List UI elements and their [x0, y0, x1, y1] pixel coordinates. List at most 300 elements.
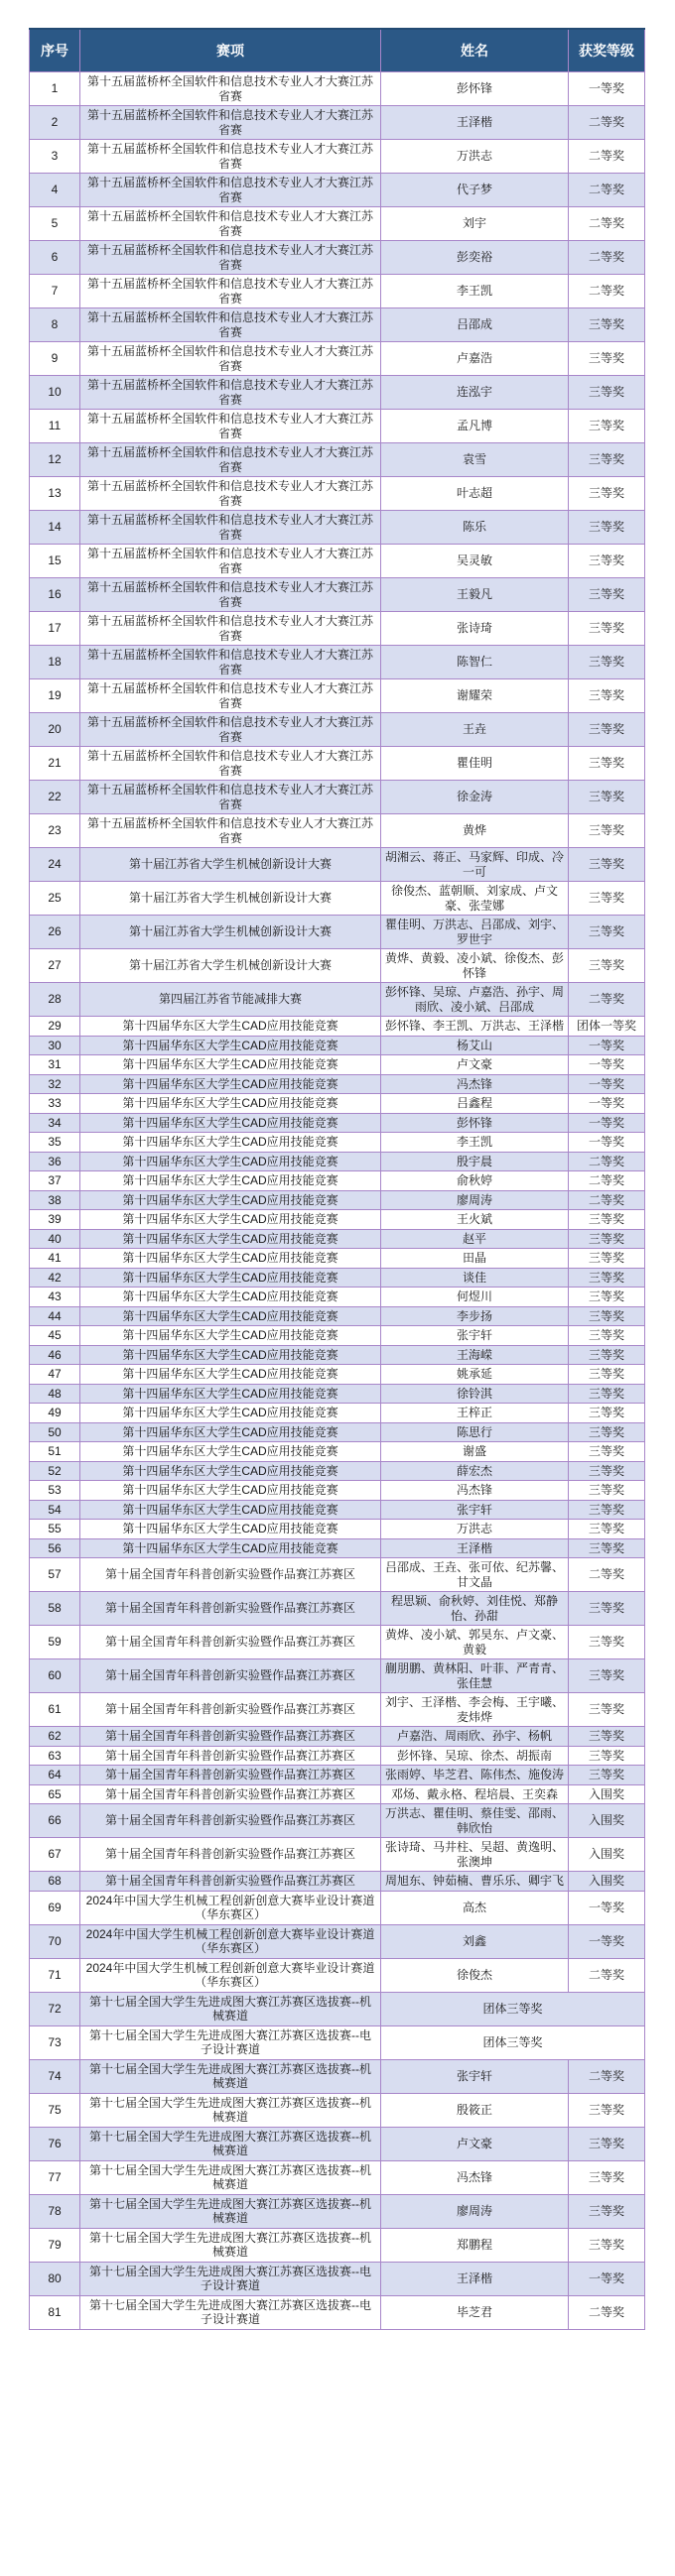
- names-cell: 徐金涛: [381, 781, 569, 814]
- seq-cell: 67: [30, 1838, 80, 1872]
- event-cell: 第十五届蓝桥杯全国软件和信息技术专业人才大赛江苏省赛: [80, 747, 381, 781]
- event-cell: 第十届全国青年科普创新实验暨作品赛江苏赛区: [80, 1626, 381, 1659]
- event-cell: 第十五届蓝桥杯全国软件和信息技术专业人才大赛江苏省赛: [80, 308, 381, 342]
- award-cell: 三等奖: [569, 1500, 645, 1520]
- seq-cell: 4: [30, 174, 80, 207]
- seq-cell: 52: [30, 1461, 80, 1481]
- table-row: [30, 848, 645, 882]
- table-row: [30, 1288, 645, 1307]
- table-row: [30, 275, 645, 308]
- names-cell: 张宇轩: [381, 1326, 569, 1346]
- names-cell: 王泽楷: [381, 1538, 569, 1558]
- award-cell: 三等奖: [569, 747, 645, 781]
- event-cell: 第十届全国青年科普创新实验暨作品赛江苏赛区: [80, 1558, 381, 1592]
- event-cell: 第十七届全国大学生先进成图大赛江苏赛区选拔赛--机械赛道: [80, 2194, 381, 2228]
- event-cell: 第十五届蓝桥杯全国软件和信息技术专业人才大赛江苏省赛: [80, 511, 381, 545]
- names-cell: 李王凯: [381, 1133, 569, 1153]
- event-cell: 第十五届蓝桥杯全国软件和信息技术专业人才大赛江苏省赛: [80, 443, 381, 477]
- event-cell: 第十五届蓝桥杯全国软件和信息技术专业人才大赛江苏省赛: [80, 275, 381, 308]
- seq-cell: 78: [30, 2194, 80, 2228]
- event-cell: 第十届全国青年科普创新实验暨作品赛江苏赛区: [80, 1872, 381, 1892]
- table-row: [30, 1558, 645, 1592]
- event-cell: 第十四届华东区大学生CAD应用技能竞赛: [80, 1422, 381, 1442]
- table-row: [30, 1766, 645, 1785]
- event-cell: 第十四届华东区大学生CAD应用技能竞赛: [80, 1055, 381, 1075]
- names-cell: 王泽楷: [381, 2262, 569, 2295]
- table-row: [30, 2262, 645, 2295]
- award-cell: 三等奖: [569, 376, 645, 410]
- seq-cell: 53: [30, 1481, 80, 1501]
- seq-cell: 38: [30, 1190, 80, 1210]
- table-row: [30, 1746, 645, 1766]
- award-cell: 一等奖: [569, 1133, 645, 1153]
- event-cell: 第十届江苏省大学生机械创新设计大赛: [80, 848, 381, 882]
- table-row: [30, 545, 645, 578]
- table-row: [30, 1190, 645, 1210]
- event-cell: 2024年中国大学生机械工程创新创意大赛毕业设计赛道（华东赛区）: [80, 1924, 381, 1958]
- table-row: [30, 477, 645, 511]
- table-row: [30, 949, 645, 983]
- names-cell: 万洪志: [381, 1520, 569, 1539]
- seq-cell: 20: [30, 713, 80, 747]
- table-row: [30, 1152, 645, 1171]
- seq-cell: 58: [30, 1592, 80, 1626]
- event-cell: 第十五届蓝桥杯全国软件和信息技术专业人才大赛江苏省赛: [80, 207, 381, 241]
- names-cell: 廖周涛: [381, 1190, 569, 1210]
- names-cell: 殷宇晨: [381, 1152, 569, 1171]
- award-cell: 三等奖: [569, 1659, 645, 1693]
- seq-cell: 30: [30, 1036, 80, 1055]
- award-cell: 三等奖: [569, 545, 645, 578]
- seq-cell: 54: [30, 1500, 80, 1520]
- award-cell: 三等奖: [569, 1249, 645, 1269]
- seq-cell: 51: [30, 1442, 80, 1462]
- award-cell: 三等奖: [569, 1404, 645, 1423]
- award-cell: 三等奖: [569, 848, 645, 882]
- award-cell: 一等奖: [569, 1113, 645, 1133]
- award-cell: 入围奖: [569, 1784, 645, 1804]
- event-cell: 第十四届华东区大学生CAD应用技能竞赛: [80, 1036, 381, 1055]
- event-cell: 第十七届全国大学生先进成图大赛江苏赛区选拔赛--机械赛道: [80, 2093, 381, 2127]
- table-body: [30, 72, 645, 2330]
- names-cell: 胡湘云、蒋正、马家辉、印成、冷一可: [381, 848, 569, 882]
- award-cell: 一等奖: [569, 72, 645, 106]
- table-row: [30, 2160, 645, 2194]
- table-row: [30, 1229, 645, 1249]
- event-cell: 第十五届蓝桥杯全国软件和信息技术专业人才大赛江苏省赛: [80, 410, 381, 443]
- names-cell: 彭奕裕: [381, 241, 569, 275]
- names-cell: 连泓宇: [381, 376, 569, 410]
- award-cell: 三等奖: [569, 2127, 645, 2160]
- event-cell: 第十四届华东区大学生CAD应用技能竞赛: [80, 1249, 381, 1269]
- names-cell: 王垚: [381, 713, 569, 747]
- award-cell: 二等奖: [569, 1190, 645, 1210]
- award-cell: 一等奖: [569, 2262, 645, 2295]
- event-cell: 第十五届蓝桥杯全国软件和信息技术专业人才大赛江苏省赛: [80, 241, 381, 275]
- names-cell: 王毅凡: [381, 578, 569, 612]
- award-cell: 三等奖: [569, 781, 645, 814]
- event-cell: 第十四届华东区大学生CAD应用技能竞赛: [80, 1268, 381, 1288]
- seq-cell: 62: [30, 1727, 80, 1747]
- event-cell: 第十届全国青年科普创新实验暨作品赛江苏赛区: [80, 1838, 381, 1872]
- table-row: [30, 174, 645, 207]
- seq-cell: 72: [30, 1992, 80, 2025]
- event-cell: 第十四届华东区大学生CAD应用技能竞赛: [80, 1190, 381, 1210]
- table-row: [30, 814, 645, 848]
- table-row: [30, 1094, 645, 1114]
- names-cell: 郑鹏程: [381, 2228, 569, 2262]
- table-row: [30, 1520, 645, 1539]
- table-row: [30, 2228, 645, 2262]
- event-cell: 第十五届蓝桥杯全国软件和信息技术专业人才大赛江苏省赛: [80, 679, 381, 713]
- event-cell: 第十四届华东区大学生CAD应用技能竞赛: [80, 1365, 381, 1385]
- event-cell: 第十四届华东区大学生CAD应用技能竞赛: [80, 1520, 381, 1539]
- seq-cell: 49: [30, 1404, 80, 1423]
- names-cell: 李步扬: [381, 1306, 569, 1326]
- seq-cell: 39: [30, 1210, 80, 1230]
- table-row: [30, 2025, 645, 2059]
- event-cell: 第十届全国青年科普创新实验暨作品赛江苏赛区: [80, 1592, 381, 1626]
- table-row: [30, 1268, 645, 1288]
- award-cell: 三等奖: [569, 1384, 645, 1404]
- seq-cell: 22: [30, 781, 80, 814]
- event-cell: 第十七届全国大学生先进成图大赛江苏赛区选拔赛--电子设计赛道: [80, 2295, 381, 2329]
- names-cell: 吕鑫程: [381, 1094, 569, 1114]
- event-cell: 第十五届蓝桥杯全国软件和信息技术专业人才大赛江苏省赛: [80, 376, 381, 410]
- column-header-name: 姓名: [381, 29, 569, 72]
- seq-cell: 61: [30, 1693, 80, 1727]
- awards-table: [29, 28, 645, 2330]
- column-header-seq: 序号: [30, 29, 80, 72]
- seq-cell: 34: [30, 1113, 80, 1133]
- seq-cell: 29: [30, 1017, 80, 1037]
- event-cell: 第四届江苏省节能减排大赛: [80, 983, 381, 1017]
- event-cell: 第十四届华东区大学生CAD应用技能竞赛: [80, 1094, 381, 1114]
- names-cell: 何煜川: [381, 1288, 569, 1307]
- names-cell: 殷筱正: [381, 2093, 569, 2127]
- table-row: [30, 1924, 645, 1958]
- names-cell: 叶志超: [381, 477, 569, 511]
- event-cell: 第十四届华东区大学生CAD应用技能竞赛: [80, 1017, 381, 1037]
- event-cell: 2024年中国大学生机械工程创新创意大赛毕业设计赛道（华东赛区）: [80, 1958, 381, 1992]
- names-cell: 彭怀锋、李王凯、万洪志、王泽楷: [381, 1017, 569, 1037]
- event-cell: 第十届全国青年科普创新实验暨作品赛江苏赛区: [80, 1766, 381, 1785]
- seq-cell: 5: [30, 207, 80, 241]
- award-cell: 三等奖: [569, 1592, 645, 1626]
- table-row: [30, 1442, 645, 1462]
- table-row: [30, 679, 645, 713]
- event-cell: 第十届江苏省大学生机械创新设计大赛: [80, 949, 381, 983]
- table-row: [30, 241, 645, 275]
- table-row: [30, 2295, 645, 2329]
- table-row: [30, 1461, 645, 1481]
- event-cell: 第十届江苏省大学生机械创新设计大赛: [80, 916, 381, 949]
- award-cell: 三等奖: [569, 1538, 645, 1558]
- names-cell: 刘鑫: [381, 1924, 569, 1958]
- event-cell: 第十五届蓝桥杯全国软件和信息技术专业人才大赛江苏省赛: [80, 612, 381, 646]
- table-row: [30, 646, 645, 679]
- award-cell: 三等奖: [569, 2194, 645, 2228]
- seq-cell: 40: [30, 1229, 80, 1249]
- names-cell: 张诗琦: [381, 612, 569, 646]
- names-cell: 吕邵成、王垚、张可依、纪苏馨、甘文晶: [381, 1558, 569, 1592]
- award-cell: 三等奖: [569, 949, 645, 983]
- award-cell: 一等奖: [569, 1924, 645, 1958]
- table-row: [30, 1626, 645, 1659]
- award-cell: 二等奖: [569, 1558, 645, 1592]
- award-cell: 三等奖: [569, 1345, 645, 1365]
- names-cell: 张雨婷、毕芝君、陈伟杰、施俊涛: [381, 1766, 569, 1785]
- seq-cell: 31: [30, 1055, 80, 1075]
- event-cell: 第十届全国青年科普创新实验暨作品赛江苏赛区: [80, 1693, 381, 1727]
- table-row: [30, 1422, 645, 1442]
- names-cell: 张宇轩: [381, 2059, 569, 2093]
- seq-cell: 64: [30, 1766, 80, 1785]
- event-cell: 第十四届华东区大学生CAD应用技能竞赛: [80, 1113, 381, 1133]
- award-cell: 三等奖: [569, 410, 645, 443]
- table-row: [30, 2059, 645, 2093]
- event-cell: 第十届全国青年科普创新实验暨作品赛江苏赛区: [80, 1727, 381, 1747]
- names-cell: 冯杰锋: [381, 1481, 569, 1501]
- names-cell: 彭怀锋、吴琼、徐杰、胡振南: [381, 1746, 569, 1766]
- seq-cell: 33: [30, 1094, 80, 1114]
- event-cell: 第十四届华东区大学生CAD应用技能竞赛: [80, 1210, 381, 1230]
- event-cell: 第十五届蓝桥杯全国软件和信息技术专业人才大赛江苏省赛: [80, 140, 381, 174]
- award-cell: 三等奖: [569, 1422, 645, 1442]
- seq-cell: 69: [30, 1891, 80, 1924]
- seq-cell: 41: [30, 1249, 80, 1269]
- award-cell: 三等奖: [569, 578, 645, 612]
- table-row: [30, 2194, 645, 2228]
- table-row: [30, 1055, 645, 1075]
- table-row: [30, 2093, 645, 2127]
- seq-cell: 73: [30, 2025, 80, 2059]
- names-cell: 王火斌: [381, 1210, 569, 1230]
- event-cell: 第十四届华东区大学生CAD应用技能竞赛: [80, 1461, 381, 1481]
- award-cell: 一等奖: [569, 1036, 645, 1055]
- names-cell: 谈佳: [381, 1268, 569, 1288]
- seq-cell: 59: [30, 1626, 80, 1659]
- table-row: [30, 1872, 645, 1892]
- seq-cell: 8: [30, 308, 80, 342]
- names-cell: 黄烨: [381, 814, 569, 848]
- award-cell: 三等奖: [569, 882, 645, 916]
- table-row: [30, 342, 645, 376]
- award-cell: 三等奖: [569, 2160, 645, 2194]
- seq-cell: 3: [30, 140, 80, 174]
- names-cell: 彭怀锋: [381, 1113, 569, 1133]
- seq-cell: 66: [30, 1804, 80, 1838]
- names-cell: 张宇轩: [381, 1500, 569, 1520]
- names-cell: 代子梦: [381, 174, 569, 207]
- award-cell: 二等奖: [569, 174, 645, 207]
- table-row: [30, 106, 645, 140]
- table-row: [30, 1017, 645, 1037]
- award-cell: 三等奖: [569, 443, 645, 477]
- table-row: [30, 1838, 645, 1872]
- merged-result-cell: 团体三等奖: [381, 1992, 645, 2025]
- seq-cell: 80: [30, 2262, 80, 2295]
- award-cell: 二等奖: [569, 1958, 645, 1992]
- table-row: [30, 1891, 645, 1924]
- seq-cell: 77: [30, 2160, 80, 2194]
- award-cell: 二等奖: [569, 2059, 645, 2093]
- table-row: [30, 612, 645, 646]
- seq-cell: 60: [30, 1659, 80, 1693]
- event-cell: 第十五届蓝桥杯全国软件和信息技术专业人才大赛江苏省赛: [80, 578, 381, 612]
- table-row: [30, 1384, 645, 1404]
- table-row: [30, 1345, 645, 1365]
- names-cell: 李王凯: [381, 275, 569, 308]
- table-row: [30, 1500, 645, 1520]
- table-row: [30, 1133, 645, 1153]
- names-cell: 瞿佳明、万洪志、吕邵成、刘宇、罗世宇: [381, 916, 569, 949]
- seq-cell: 75: [30, 2093, 80, 2127]
- table-row: [30, 1958, 645, 1992]
- event-cell: 第十届全国青年科普创新实验暨作品赛江苏赛区: [80, 1746, 381, 1766]
- column-header-event: 赛项: [80, 29, 381, 72]
- names-cell: 王泽楷: [381, 106, 569, 140]
- names-cell: 王海嵘: [381, 1345, 569, 1365]
- seq-cell: 19: [30, 679, 80, 713]
- event-cell: 第十四届华东区大学生CAD应用技能竞赛: [80, 1481, 381, 1501]
- table-row: [30, 207, 645, 241]
- event-cell: 第十五届蓝桥杯全国软件和信息技术专业人才大赛江苏省赛: [80, 106, 381, 140]
- seq-cell: 28: [30, 983, 80, 1017]
- names-cell: 卢文豪: [381, 2127, 569, 2160]
- award-cell: 三等奖: [569, 1727, 645, 1747]
- names-cell: 卢嘉浩: [381, 342, 569, 376]
- seq-cell: 36: [30, 1152, 80, 1171]
- table-row: [30, 1113, 645, 1133]
- award-cell: 二等奖: [569, 275, 645, 308]
- event-cell: 第十七届全国大学生先进成图大赛江苏赛区选拔赛--机械赛道: [80, 2228, 381, 2262]
- names-cell: 谢耀荣: [381, 679, 569, 713]
- names-cell: 卢嘉浩、周雨欣、孙宇、杨帆: [381, 1727, 569, 1747]
- award-cell: 三等奖: [569, 612, 645, 646]
- seq-cell: 44: [30, 1306, 80, 1326]
- event-cell: 第十四届华东区大学生CAD应用技能竞赛: [80, 1404, 381, 1423]
- names-cell: 蒯朋鹏、黄林阳、叶菲、严青青、张佳慧: [381, 1659, 569, 1693]
- award-cell: 三等奖: [569, 1365, 645, 1385]
- event-cell: 第十五届蓝桥杯全国软件和信息技术专业人才大赛江苏省赛: [80, 814, 381, 848]
- table-row: [30, 140, 645, 174]
- names-cell: 廖周涛: [381, 2194, 569, 2228]
- seq-cell: 6: [30, 241, 80, 275]
- names-cell: 万洪志: [381, 140, 569, 174]
- seq-cell: 15: [30, 545, 80, 578]
- event-cell: 第十四届华东区大学生CAD应用技能竞赛: [80, 1384, 381, 1404]
- event-cell: 第十五届蓝桥杯全国软件和信息技术专业人才大赛江苏省赛: [80, 174, 381, 207]
- names-cell: 姚承延: [381, 1365, 569, 1385]
- table-row: [30, 308, 645, 342]
- names-cell: 冯杰锋: [381, 1074, 569, 1094]
- event-cell: 第十五届蓝桥杯全国软件和信息技术专业人才大赛江苏省赛: [80, 477, 381, 511]
- table-row: [30, 1404, 645, 1423]
- seq-cell: 26: [30, 916, 80, 949]
- event-cell: 第十七届全国大学生先进成图大赛江苏赛区选拔赛--机械赛道: [80, 1992, 381, 2025]
- award-cell: 入围奖: [569, 1838, 645, 1872]
- table-row: [30, 578, 645, 612]
- award-cell: 入围奖: [569, 1872, 645, 1892]
- seq-cell: 45: [30, 1326, 80, 1346]
- table-row: [30, 72, 645, 106]
- seq-cell: 11: [30, 410, 80, 443]
- table-row: [30, 1326, 645, 1346]
- table-header-row: [30, 29, 645, 72]
- award-cell: 三等奖: [569, 1442, 645, 1462]
- event-cell: 第十四届华东区大学生CAD应用技能竞赛: [80, 1074, 381, 1094]
- names-cell: 刘宇、王泽楷、李会梅、王宇曦、麦炜烨: [381, 1693, 569, 1727]
- award-cell: 三等奖: [569, 1229, 645, 1249]
- names-cell: 薛宏杰: [381, 1461, 569, 1481]
- event-cell: 第十五届蓝桥杯全国软件和信息技术专业人才大赛江苏省赛: [80, 713, 381, 747]
- award-cell: 三等奖: [569, 1210, 645, 1230]
- seq-cell: 12: [30, 443, 80, 477]
- seq-cell: 70: [30, 1924, 80, 1958]
- table-row: [30, 1306, 645, 1326]
- award-cell: 二等奖: [569, 140, 645, 174]
- award-cell: 三等奖: [569, 814, 645, 848]
- seq-cell: 35: [30, 1133, 80, 1153]
- event-cell: 第十届全国青年科普创新实验暨作品赛江苏赛区: [80, 1784, 381, 1804]
- seq-cell: 37: [30, 1171, 80, 1191]
- table-row: [30, 1365, 645, 1385]
- event-cell: 第十四届华东区大学生CAD应用技能竞赛: [80, 1306, 381, 1326]
- event-cell: 第十五届蓝桥杯全国软件和信息技术专业人才大赛江苏省赛: [80, 342, 381, 376]
- event-cell: 第十四届华东区大学生CAD应用技能竞赛: [80, 1133, 381, 1153]
- table-row: [30, 747, 645, 781]
- award-cell: 二等奖: [569, 207, 645, 241]
- event-cell: 第十四届华东区大学生CAD应用技能竞赛: [80, 1229, 381, 1249]
- award-cell: 三等奖: [569, 1693, 645, 1727]
- award-cell: 三等奖: [569, 1288, 645, 1307]
- award-cell: 三等奖: [569, 1766, 645, 1785]
- award-cell: 三等奖: [569, 1481, 645, 1501]
- event-cell: 第十五届蓝桥杯全国软件和信息技术专业人才大赛江苏省赛: [80, 781, 381, 814]
- seq-cell: 74: [30, 2059, 80, 2093]
- event-cell: 2024年中国大学生机械工程创新创意大赛毕业设计赛道（华东赛区）: [80, 1891, 381, 1924]
- seq-cell: 46: [30, 1345, 80, 1365]
- table-row: [30, 1804, 645, 1838]
- event-cell: 第十七届全国大学生先进成图大赛江苏赛区选拔赛--机械赛道: [80, 2059, 381, 2093]
- names-cell: 瞿佳明: [381, 747, 569, 781]
- seq-cell: 7: [30, 275, 80, 308]
- event-cell: 第十四届华东区大学生CAD应用技能竞赛: [80, 1442, 381, 1462]
- seq-cell: 18: [30, 646, 80, 679]
- seq-cell: 63: [30, 1746, 80, 1766]
- table-row: [30, 781, 645, 814]
- award-cell: 一等奖: [569, 1094, 645, 1114]
- names-cell: 吴灵敏: [381, 545, 569, 578]
- names-cell: 王梓正: [381, 1404, 569, 1423]
- table-row: [30, 1171, 645, 1191]
- award-cell: 二等奖: [569, 106, 645, 140]
- names-cell: 卢文豪: [381, 1055, 569, 1075]
- seq-cell: 50: [30, 1422, 80, 1442]
- award-cell: 二等奖: [569, 1152, 645, 1171]
- award-cell: 三等奖: [569, 342, 645, 376]
- names-cell: 刘宇: [381, 207, 569, 241]
- event-cell: 第十四届华东区大学生CAD应用技能竞赛: [80, 1326, 381, 1346]
- merged-result-cell: 团体三等奖: [381, 2025, 645, 2059]
- table-row: [30, 443, 645, 477]
- award-cell: 三等奖: [569, 1746, 645, 1766]
- names-cell: 赵平: [381, 1229, 569, 1249]
- event-cell: 第十届江苏省大学生机械创新设计大赛: [80, 882, 381, 916]
- award-cell: 三等奖: [569, 308, 645, 342]
- names-cell: 彭怀锋: [381, 72, 569, 106]
